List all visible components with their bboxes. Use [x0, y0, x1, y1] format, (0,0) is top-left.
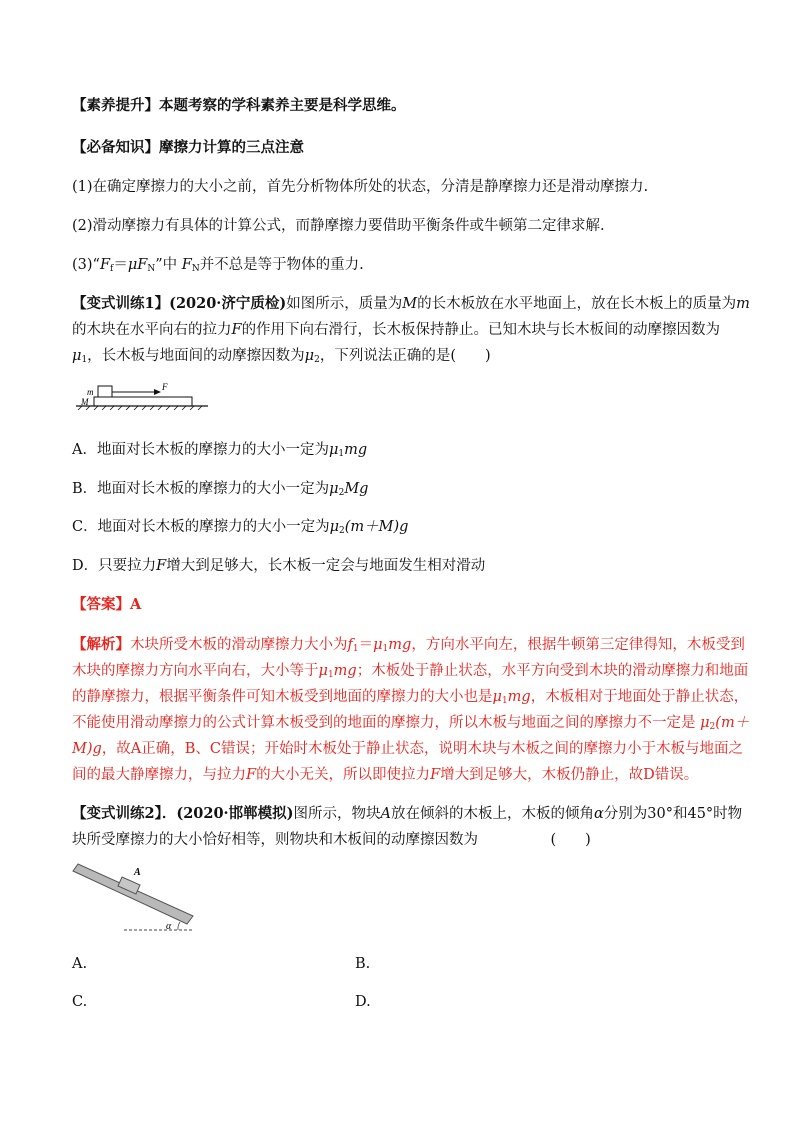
- formula-eq: ＝: [113, 257, 128, 273]
- knowledge-text: 摩擦力计算的三点注意: [159, 139, 304, 156]
- formula-f: F: [181, 257, 192, 273]
- formula-mu: μF: [127, 257, 148, 273]
- note-3-part: 并不总是等于物体的重力.: [199, 257, 364, 273]
- choice-d[interactable]: D.: [355, 994, 371, 1010]
- formula-sub: f: [110, 264, 114, 274]
- q2-source: (2020·邯郸模拟): [176, 805, 294, 822]
- analysis-text: ，故A正确，B、C错误；开始时木板处于静止状态，说明木块与木板之间的摩擦力小于木板与地面之: [101, 741, 744, 757]
- var-sub: 1: [338, 449, 345, 459]
- var-mu: μ: [304, 348, 315, 364]
- q1-label: 【变式训练1】: [72, 295, 170, 312]
- var-m: m: [736, 296, 750, 312]
- arrow-head: [154, 389, 161, 395]
- option-d-text: 增大到足够大，长木板一定会与地面发生相对滑动: [166, 558, 486, 574]
- option-d[interactable]: [72, 556, 732, 576]
- analysis-text: 间的最大静摩擦力，与拉力: [72, 767, 246, 783]
- q1-line-1: [72, 294, 750, 314]
- analysis-text: 木块所受木板的滑动摩擦力大小为: [130, 637, 348, 653]
- var-sub: 2: [314, 355, 320, 365]
- var-mu: μ: [373, 637, 383, 653]
- var-F: F: [430, 767, 441, 783]
- inclined-board: [73, 864, 193, 924]
- ground-hatch: [78, 406, 202, 410]
- formula-f: F: [99, 257, 111, 273]
- label-M: M: [81, 397, 89, 407]
- var-mu: μ: [329, 481, 339, 497]
- var-F: F: [231, 322, 242, 338]
- var-f: f: [347, 637, 353, 653]
- block-board-figure: [74, 380, 214, 416]
- label-alpha: α: [166, 921, 172, 932]
- var-sub: 1: [81, 355, 88, 365]
- var-mg: mg: [388, 637, 412, 653]
- option-a-formula: mg: [344, 442, 368, 458]
- q1-text: 的长木板放在水平地面上，放在长木板上的质量为: [417, 296, 737, 312]
- analysis-formula: M)g: [72, 741, 102, 757]
- var-sub: 1: [352, 644, 359, 654]
- choice-a[interactable]: A.: [72, 956, 88, 972]
- var-F: F: [246, 767, 257, 783]
- analysis-text: 的静摩擦力，根据平衡条件可知木板受到地面的摩擦力的大小也是: [72, 689, 493, 705]
- note-3-part: ”中: [155, 257, 182, 273]
- formula-sub: N: [147, 264, 156, 274]
- var-sub: 1: [501, 696, 508, 706]
- var-mu: μ: [72, 348, 82, 364]
- option-b-text: B．地面对长木板的摩擦力的大小一定为: [72, 481, 330, 497]
- q2-text: 分别为30°和45°时物: [603, 806, 743, 822]
- option-a-text: A．地面对长木板的摩擦力的大小一定为: [72, 442, 329, 458]
- analysis-label: 【解析】: [72, 636, 130, 653]
- var-mu: μ: [492, 689, 502, 705]
- var-mu: μ: [328, 442, 339, 458]
- analysis-line-1: [72, 635, 745, 659]
- label-a: A: [134, 867, 141, 878]
- choice-c[interactable]: C.: [72, 994, 88, 1010]
- var-sub: 1: [327, 670, 334, 680]
- q1-text: 的作用下向右滑行，长木板保持静止。已知木块与长木板间的动摩擦因数为: [241, 322, 721, 338]
- literacy-label: 【素养提升】: [72, 97, 159, 114]
- note-3: [72, 255, 732, 279]
- analysis-text: 的大小无关，所以即使拉力: [256, 767, 431, 783]
- q1-line-2: [72, 320, 732, 340]
- q1-source: (2020·济宁质检): [169, 295, 287, 312]
- q1-text: 如图所示，质量为: [286, 296, 403, 312]
- var-F: F: [156, 558, 167, 574]
- choice-b[interactable]: B.: [355, 956, 371, 972]
- analysis-line-5: [72, 739, 744, 759]
- analysis-line-3: [72, 687, 749, 711]
- option-b[interactable]: [72, 479, 732, 503]
- option-c-formula: (m＋M)g: [344, 519, 409, 535]
- formula-eq: ＝: [358, 637, 374, 653]
- option-d-text: D．只要拉力: [72, 558, 157, 574]
- label-m: m: [87, 387, 94, 397]
- option-a[interactable]: [72, 440, 732, 464]
- var-mg: mg: [507, 689, 531, 705]
- var-sub: 2: [709, 722, 716, 732]
- note-1: (1)在确定摩擦力的大小之前，首先分析物体所处的状态，分清是静摩擦力还是滑动摩擦力.: [72, 179, 649, 195]
- analysis-line-4: [72, 713, 750, 737]
- analysis-text: 不能使用滑动摩擦力的公式计算木板受到的地面的摩擦力，所以木板与地面之间的摩擦力不一定是: [72, 715, 701, 731]
- q1-text: ，下列说法正确的是( ): [319, 348, 491, 364]
- var-mu: μ: [700, 715, 710, 731]
- analysis-text: ；木板处于静止状态，水平方向受到木块的滑动摩擦力和地面: [356, 663, 749, 679]
- q1-text: 的木块在水平向右的拉力: [72, 322, 232, 338]
- block-m: [98, 386, 112, 397]
- note-2: (2)滑动摩擦力有具体的计算公式，而静摩擦力要借助平衡条件或牛顿第二定律求解.: [72, 218, 605, 234]
- var-alpha: α: [593, 806, 604, 822]
- q2-label: 【变式训练2】: [72, 805, 162, 822]
- var-sub: 1: [382, 644, 389, 654]
- literacy-heading: [72, 96, 732, 116]
- option-b-formula: Mg: [344, 481, 369, 497]
- answer-label: 【答案】: [72, 596, 130, 613]
- analysis-text: ，木板相对于地面处于静止状态，: [530, 689, 749, 705]
- analysis-text: 木块的摩擦力方向水平向右，大小等于: [72, 663, 319, 679]
- analysis-text: ，方向水平向左，根据牛顿第三定律得知，木板受到: [411, 637, 745, 653]
- q2-text: 图所示，物块: [293, 806, 381, 822]
- var-sub: 2: [338, 488, 345, 498]
- answer: [72, 595, 732, 615]
- var-mu: μ: [329, 519, 340, 535]
- analysis-line-6: [72, 765, 732, 785]
- var-M: M: [402, 296, 418, 312]
- analysis-line-2: [72, 661, 749, 685]
- answer-value: A: [130, 596, 142, 613]
- q2-line-2: 块所受摩擦力的大小恰好相等，则物块和木板间的动摩擦因数为 ( ): [72, 832, 591, 848]
- formula-sub: N: [191, 264, 200, 274]
- q2-text: 放在倾斜的木板上，木板的倾角: [390, 806, 594, 822]
- note-3-part: (3)“: [72, 257, 100, 273]
- analysis-formula: (m＋: [715, 715, 750, 731]
- knowledge-label: 【必备知识】: [72, 139, 159, 156]
- q2-line-1: [72, 804, 743, 824]
- q1-line-3: [72, 346, 732, 370]
- analysis-text: 增大到足够大，木板仍静止，故D错误。: [440, 767, 699, 783]
- incline-figure: [68, 862, 203, 934]
- var-mu: μ: [318, 663, 328, 679]
- q1-text: ，长木板与地面间的动摩擦因数为: [87, 348, 305, 364]
- knowledge-heading: [72, 138, 732, 158]
- q2-sep: ．: [161, 805, 177, 822]
- option-c-text: C．地面对长木板的摩擦力的大小一定为: [72, 519, 330, 535]
- var-sub: 2: [339, 526, 345, 536]
- option-c[interactable]: [72, 517, 732, 541]
- var-A: A: [380, 806, 391, 822]
- label-F: F: [162, 382, 168, 392]
- literacy-text: 本题考察的学科素养主要是科学思维。: [159, 97, 406, 114]
- board-M: [94, 397, 192, 406]
- var-mg: mg: [333, 663, 357, 679]
- angle-arc: [178, 922, 180, 930]
